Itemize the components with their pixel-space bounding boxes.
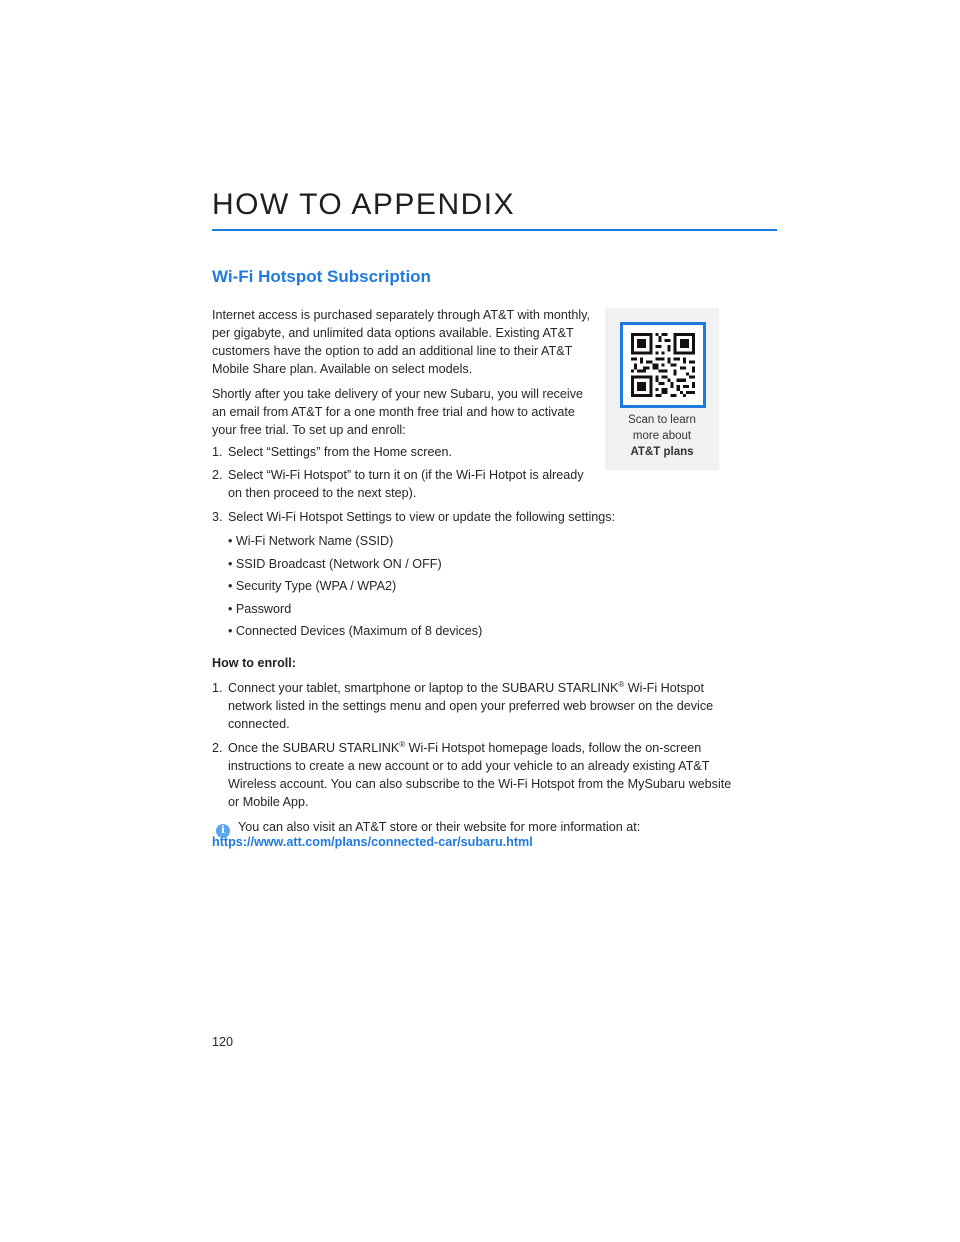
step-text: Connect your tablet, smartphone or laptop to the SUBARU STARLINK® Wi-Fi Hotspot network listed in the settings menu and open your preferred web browser on the device connected. (228, 680, 714, 731)
intro-paragraph-1: Internet access is purchased separately through AT&T with monthly, per gigabyte, and unlimited data options available. Existing AT&T customers have the option to add an additional line to their AT&T Mobile Share plan. Available on select models. (212, 308, 591, 376)
setup-step-2 (212, 466, 592, 502)
settings-item: • SSID Broadcast (Network ON / OFF) (228, 557, 442, 571)
registered-mark: ® (399, 740, 406, 749)
settings-item: • Wi-Fi Network Name (SSID) (228, 534, 394, 548)
intro-paragraph-2: Shortly after you take delivery of your new Subaru, you will receive an email from AT&T for a one month free trial and how to activate your free trial. To set up and enroll: (212, 387, 583, 437)
step-number: 2. (212, 468, 223, 482)
info-text: You can also visit an AT&T store or their website for more information at: (238, 820, 641, 834)
setup-step-3 (212, 508, 732, 526)
settings-item: • Password (228, 602, 292, 616)
step-text: Select “Wi-Fi Hotspot” to turn it on (if the Wi-Fi Hotpot is already on then proceed to the next step). (228, 468, 584, 500)
settings-item: • Connected Devices (Maximum of 8 devices) (228, 624, 483, 638)
settings-item: • Security Type (WPA / WPA2) (228, 579, 397, 593)
step-number: 3. (212, 510, 223, 524)
page-section-title: HOW TO APPENDIX (212, 188, 516, 221)
qr-card (605, 308, 719, 470)
qr-caption-line-1: Scan to learn (628, 414, 696, 426)
qr-caption (605, 412, 719, 460)
setup-step-1 (212, 443, 592, 461)
step-number: 2. (212, 741, 223, 755)
att-subaru-link[interactable]: https://www.att.com/plans/connected-car/subaru.html (212, 835, 533, 849)
enroll-step-2 (212, 739, 732, 811)
qr-code-icon (631, 333, 695, 397)
qr-caption-line-2: more about (632, 430, 692, 442)
qr-caption-bold: AT&T plans (630, 446, 694, 458)
step-text: Once the SUBARU STARLINK® Wi-Fi Hotspot homepage loads, follow the on-screen instructions to create a new account or to add your vehicle to an already existing AT&T Wireless account. You can also subscribe to the Wi-Fi Hotspot from the MySubaru website or Mobile App. (228, 740, 732, 809)
registered-mark: ® (618, 680, 625, 689)
qr-code-frame (620, 322, 706, 408)
step-text: Select Wi-Fi Hotspot Settings to view or update the following settings: (228, 510, 616, 524)
step-number: 1. (212, 445, 223, 459)
step-text: Select “Settings” from the Home screen. (228, 445, 452, 459)
enroll-step-1 (212, 679, 732, 733)
info-icon: i (216, 824, 230, 838)
enroll-heading: How to enroll: (212, 656, 296, 670)
page-number: 120 (212, 1035, 234, 1049)
header-divider (212, 229, 777, 231)
subsection-heading: Wi-Fi Hotspot Subscription (212, 267, 431, 286)
step-number: 1. (212, 681, 223, 695)
